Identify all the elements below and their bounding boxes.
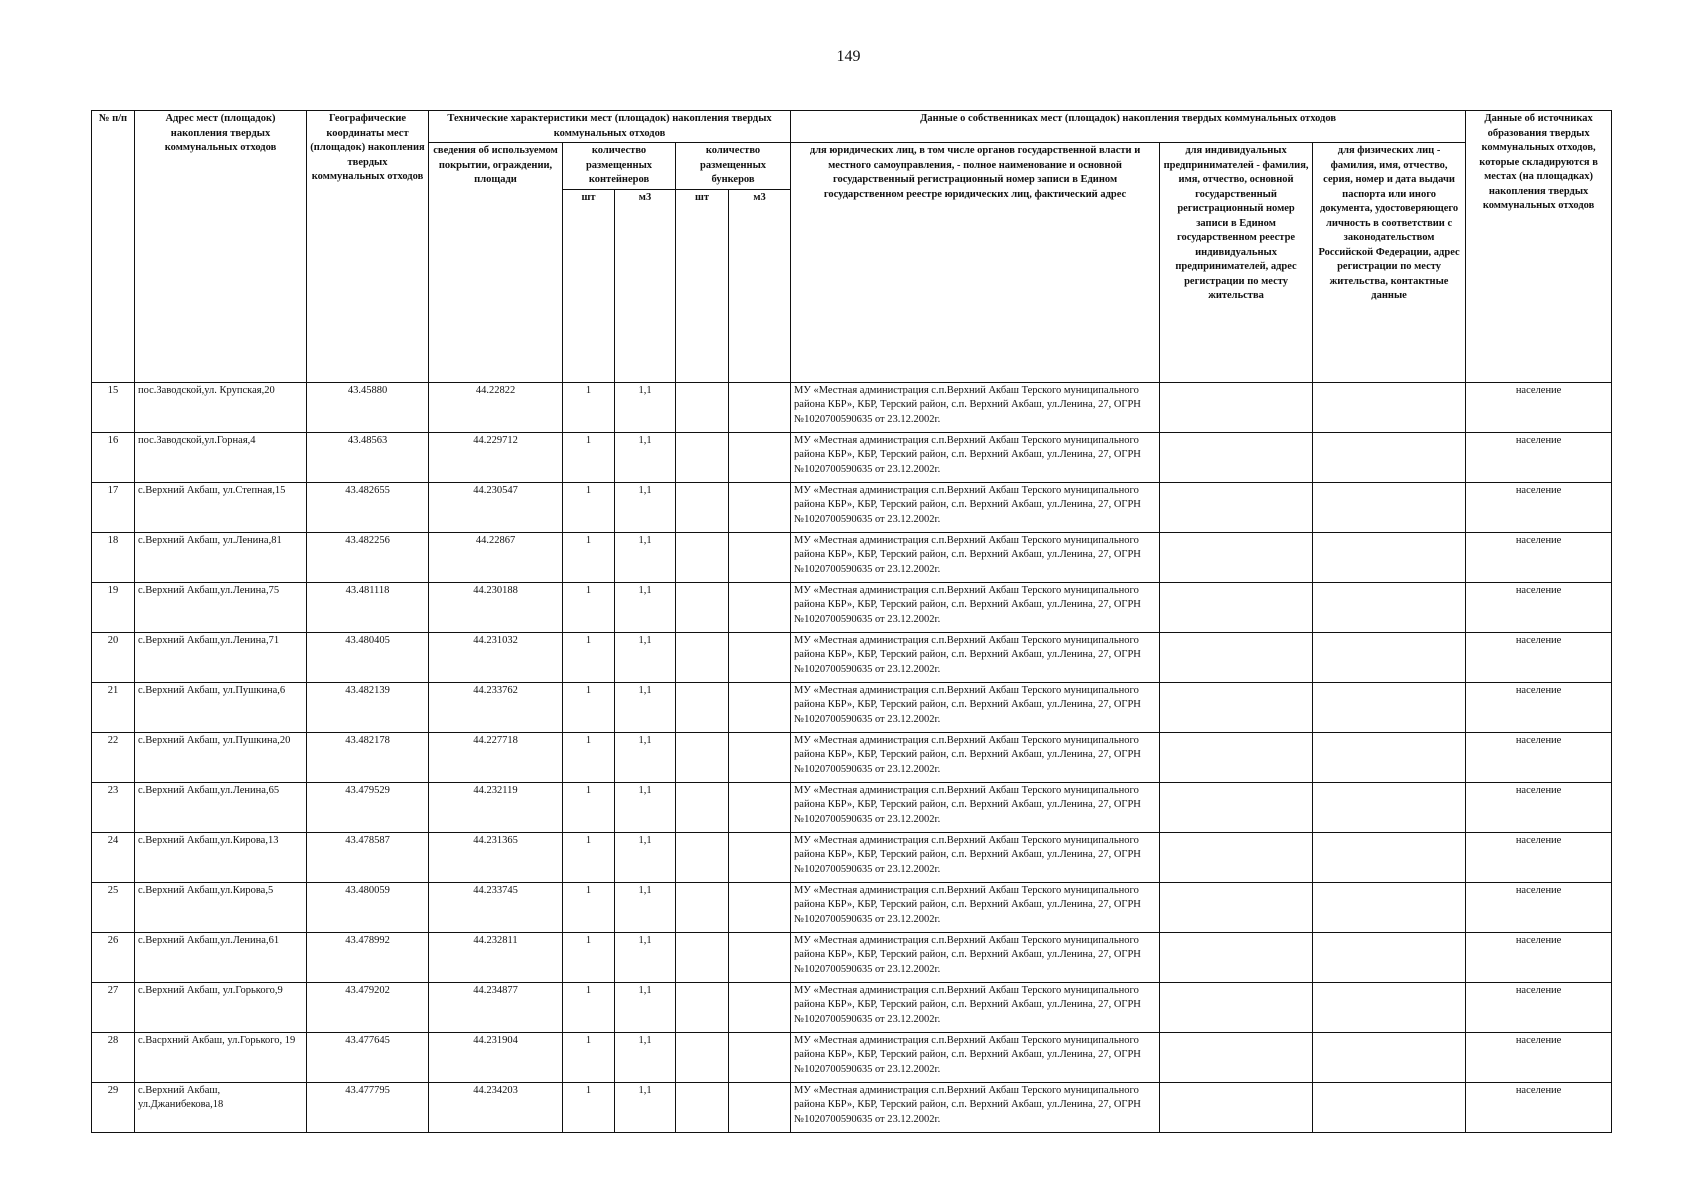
cell-address: пос.Заводской,ул. Крупская,20 (135, 382, 307, 432)
cell-latitude: 43.482655 (307, 482, 429, 532)
header-owners: Данные о собственниках мест (площадок) накопления твердых коммунальных отходов (791, 111, 1466, 143)
cell-container-volume: 1,1 (615, 732, 676, 782)
cell-container-volume: 1,1 (615, 882, 676, 932)
cell-latitude: 43.482139 (307, 682, 429, 732)
cell-owner-legal: МУ «Местная администрация с.п.Верхний Акбаш Терского муниципального района КБР», КБР, Терский район, с.п. Верхний Акбаш, ул.Ленина, 27, ОГРН №1020700590635 от 23.12.2002г. (791, 982, 1160, 1032)
cell-container-volume: 1,1 (615, 982, 676, 1032)
cell-owner-entrepreneur (1160, 482, 1313, 532)
page-number: 149 (836, 48, 861, 65)
cell-num: 19 (92, 582, 135, 632)
cell-latitude: 43.482256 (307, 532, 429, 582)
cell-source: население (1466, 882, 1612, 932)
cell-address: с.Верхний Акбаш, ул.Горького,9 (135, 982, 307, 1032)
cell-container-count: 1 (563, 782, 615, 832)
table-body (92, 382, 1612, 1132)
table-row (92, 432, 1612, 482)
cell-source: население (1466, 382, 1612, 432)
waste-sites-table (91, 110, 1612, 1133)
cell-owner-individual (1313, 1082, 1466, 1132)
cell-owner-legal: МУ «Местная администрация с.п.Верхний Акбаш Терского муниципального района КБР», КБР, Терский район, с.п. Верхний Акбаш, ул.Ленина, 27, ОГРН №1020700590635 от 23.12.2002г. (791, 482, 1160, 532)
cell-address: с.Верхний Акбаш,ул.Ленина,65 (135, 782, 307, 832)
table-row (92, 682, 1612, 732)
cell-longitude: 44.22822 (429, 382, 563, 432)
cell-owner-legal: МУ «Местная администрация с.п.Верхний Акбаш Терского муниципального района КБР», КБР, Терский район, с.п. Верхний Акбаш, ул.Ленина, 27, ОГРН №1020700590635 от 23.12.2002г. (791, 732, 1160, 782)
header-surface: сведения об используемом покрытии, ограждении, площади (429, 143, 563, 383)
cell-longitude: 44.231032 (429, 632, 563, 682)
cell-bunker-volume (729, 832, 791, 882)
header-legal: для юридических лиц, в том числе органов государственной власти и местного самоуправления, - полное наименование и основной государственный регистрационный номер записи в Едином государственном реестре юридических лиц, фактический адрес (791, 143, 1160, 383)
cell-bunker-volume (729, 982, 791, 1032)
cell-container-count: 1 (563, 382, 615, 432)
cell-container-count: 1 (563, 632, 615, 682)
cell-num: 15 (92, 382, 135, 432)
cell-source: население (1466, 782, 1612, 832)
cell-address: с.Верхний Акбаш,ул.Ленина,71 (135, 632, 307, 682)
table-row (92, 382, 1612, 432)
header-unit-m3-2: м3 (729, 189, 791, 382)
cell-owner-individual (1313, 832, 1466, 882)
cell-longitude: 44.232119 (429, 782, 563, 832)
cell-owner-entrepreneur (1160, 432, 1313, 482)
cell-owner-individual (1313, 682, 1466, 732)
cell-bunker-count (676, 382, 729, 432)
cell-address: с.Верхний Акбаш,ул.Ленина,61 (135, 932, 307, 982)
cell-num: 29 (92, 1082, 135, 1132)
cell-address: с.Верхний Акбаш,ул.Ленина,75 (135, 582, 307, 632)
cell-container-volume: 1,1 (615, 582, 676, 632)
cell-bunker-count (676, 682, 729, 732)
table-row (92, 632, 1612, 682)
cell-container-volume: 1,1 (615, 682, 676, 732)
cell-bunker-volume (729, 882, 791, 932)
cell-owner-individual (1313, 882, 1466, 932)
cell-bunker-count (676, 432, 729, 482)
cell-bunker-volume (729, 582, 791, 632)
cell-bunker-volume (729, 482, 791, 532)
cell-address: с.Вaсрхний Акбаш, ул.Горького, 19 (135, 1032, 307, 1082)
cell-owner-individual (1313, 482, 1466, 532)
cell-container-volume: 1,1 (615, 832, 676, 882)
cell-num: 26 (92, 932, 135, 982)
cell-owner-entrepreneur (1160, 582, 1313, 632)
cell-owner-legal: МУ «Местная администрация с.п.Верхний Акбаш Терского муниципального района КБР», КБР, Терский район, с.п. Верхний Акбаш, ул.Ленина, 27, ОГРН №1020700590635 от 23.12.2002г. (791, 782, 1160, 832)
cell-container-count: 1 (563, 832, 615, 882)
cell-source: население (1466, 432, 1612, 482)
cell-latitude: 43.479202 (307, 982, 429, 1032)
cell-num: 28 (92, 1032, 135, 1082)
cell-longitude: 44.234877 (429, 982, 563, 1032)
cell-owner-legal: МУ «Местная администрация с.п.Верхний Акбаш Терского муниципального района КБР», КБР, Терский район, с.п. Верхний Акбаш, ул.Ленина, 27, ОГРН №1020700590635 от 23.12.2002г. (791, 532, 1160, 582)
cell-owner-individual (1313, 732, 1466, 782)
cell-bunker-count (676, 932, 729, 982)
cell-bunker-count (676, 832, 729, 882)
cell-owner-individual (1313, 782, 1466, 832)
cell-source: население (1466, 482, 1612, 532)
header-num: № п/п (92, 111, 135, 383)
cell-owner-legal: МУ «Местная администрация с.п.Верхний Акбаш Терского муниципального района КБР», КБР, Терский район, с.п. Верхний Акбаш, ул.Ленина, 27, ОГРН №1020700590635 от 23.12.2002г. (791, 382, 1160, 432)
cell-latitude: 43.45880 (307, 382, 429, 432)
cell-num: 23 (92, 782, 135, 832)
cell-bunker-volume (729, 382, 791, 432)
cell-owner-legal: МУ «Местная администрация с.п.Верхний Акбаш Терского муниципального района КБР», КБР, Терский район, с.п. Верхний Акбаш, ул.Ленина, 27, ОГРН №1020700590635 от 23.12.2002г. (791, 1032, 1160, 1082)
header-bunkers: количество размещенных бункеров (676, 143, 791, 190)
cell-longitude: 44.232811 (429, 932, 563, 982)
table-row (92, 532, 1612, 582)
cell-num: 25 (92, 882, 135, 932)
cell-num: 21 (92, 682, 135, 732)
cell-container-count: 1 (563, 482, 615, 532)
cell-latitude: 43.479529 (307, 782, 429, 832)
cell-bunker-count (676, 782, 729, 832)
cell-source: население (1466, 832, 1612, 882)
cell-owner-entrepreneur (1160, 382, 1313, 432)
cell-bunker-count (676, 582, 729, 632)
cell-latitude: 43.480059 (307, 882, 429, 932)
cell-address: с.Верхний Акбаш, ул.Пушкина,20 (135, 732, 307, 782)
cell-owner-individual (1313, 632, 1466, 682)
cell-container-count: 1 (563, 882, 615, 932)
cell-bunker-volume (729, 782, 791, 832)
cell-longitude: 44.231904 (429, 1032, 563, 1082)
cell-owner-individual (1313, 1032, 1466, 1082)
cell-container-volume: 1,1 (615, 382, 676, 432)
cell-longitude: 44.230188 (429, 582, 563, 632)
cell-container-count: 1 (563, 582, 615, 632)
cell-num: 20 (92, 632, 135, 682)
cell-owner-individual (1313, 382, 1466, 432)
cell-source: население (1466, 732, 1612, 782)
cell-owner-individual (1313, 982, 1466, 1032)
cell-longitude: 44.234203 (429, 1082, 563, 1132)
header-individuals: для физических лиц - фамилия, имя, отчество, серия, номер и дата выдачи паспорта или иного документа, удостоверяющего личность в соответствии с законодательством Российской Федерации, адрес регистрации по месту жительства, контактные данные (1313, 143, 1466, 383)
cell-owner-entrepreneur (1160, 932, 1313, 982)
cell-address: с.Верхний Акбаш, ул.Пушкина,6 (135, 682, 307, 732)
cell-address: с.Верхний Акбаш, ул.Джанибекова,18 (135, 1082, 307, 1132)
cell-owner-entrepreneur (1160, 732, 1313, 782)
cell-address: с.Верхний Акбаш, ул.Степная,15 (135, 482, 307, 532)
table-row (92, 1032, 1612, 1082)
cell-latitude: 43.481118 (307, 582, 429, 632)
cell-bunker-volume (729, 732, 791, 782)
cell-bunker-count (676, 532, 729, 582)
cell-latitude: 43.48563 (307, 432, 429, 482)
cell-owner-legal: МУ «Местная администрация с.п.Верхний Акбаш Терского муниципального района КБР», КБР, Терский район, с.п. Верхний Акбаш, ул.Ленина, 27, ОГРН №1020700590635 от 23.12.2002г. (791, 632, 1160, 682)
cell-owner-legal: МУ «Местная администрация с.п.Верхний Акбаш Терского муниципального района КБР», КБР, Терский район, с.п. Верхний Акбаш, ул.Ленина, 27, ОГРН №1020700590635 от 23.12.2002г. (791, 882, 1160, 932)
table-row (92, 832, 1612, 882)
cell-source: население (1466, 532, 1612, 582)
cell-longitude: 44.229712 (429, 432, 563, 482)
table-row (92, 982, 1612, 1032)
cell-container-volume: 1,1 (615, 1082, 676, 1132)
cell-bunker-count (676, 632, 729, 682)
cell-owner-entrepreneur (1160, 1082, 1313, 1132)
cell-container-count: 1 (563, 1032, 615, 1082)
table-row (92, 932, 1612, 982)
cell-container-volume: 1,1 (615, 432, 676, 482)
cell-num: 24 (92, 832, 135, 882)
cell-container-volume: 1,1 (615, 532, 676, 582)
cell-bunker-volume (729, 1032, 791, 1082)
cell-owner-individual (1313, 582, 1466, 632)
cell-source: население (1466, 682, 1612, 732)
cell-owner-legal: МУ «Местная администрация с.п.Верхний Акбаш Терского муниципального района КБР», КБР, Терский район, с.п. Верхний Акбаш, ул.Ленина, 27, ОГРН №1020700590635 от 23.12.2002г. (791, 1082, 1160, 1132)
cell-source: население (1466, 932, 1612, 982)
header-unit-m3: м3 (615, 189, 676, 382)
cell-longitude: 44.227718 (429, 732, 563, 782)
header-containers: количество размещенных контейнеров (563, 143, 676, 190)
header-entrepreneurs: для индивидуальных предпринимателей - фамилия, имя, отчество, основной государственный регистрационный номер записи в Едином государственном реестре индивидуальных предпринимателей, адрес регистрации по месту жительства (1160, 143, 1313, 383)
cell-latitude: 43.478587 (307, 832, 429, 882)
table-header (92, 111, 1612, 383)
cell-source: население (1466, 1082, 1612, 1132)
cell-longitude: 44.22867 (429, 532, 563, 582)
cell-owner-legal: МУ «Местная администрация с.п.Верхний Акбаш Терского муниципального района КБР», КБР, Терский район, с.п. Верхний Акбаш, ул.Ленина, 27, ОГРН №1020700590635 от 23.12.2002г. (791, 682, 1160, 732)
cell-container-count: 1 (563, 1082, 615, 1132)
cell-owner-individual (1313, 432, 1466, 482)
header-unit-pcs-2: шт (676, 189, 729, 382)
cell-latitude: 43.477645 (307, 1032, 429, 1082)
table-row (92, 732, 1612, 782)
cell-container-count: 1 (563, 982, 615, 1032)
cell-owner-legal: МУ «Местная администрация с.п.Верхний Акбаш Терского муниципального района КБР», КБР, Терский район, с.п. Верхний Акбаш, ул.Ленина, 27, ОГРН №1020700590635 от 23.12.2002г. (791, 832, 1160, 882)
cell-bunker-count (676, 1082, 729, 1132)
cell-address: с.Верхний Акбаш,ул.Кирова,5 (135, 882, 307, 932)
cell-owner-legal: МУ «Местная администрация с.п.Верхний Акбаш Терского муниципального района КБР», КБР, Терский район, с.п. Верхний Акбаш, ул.Ленина, 27, ОГРН №1020700590635 от 23.12.2002г. (791, 932, 1160, 982)
cell-address: с.Верхний Акбаш, ул.Ленина,81 (135, 532, 307, 582)
table-row (92, 582, 1612, 632)
cell-bunker-count (676, 482, 729, 532)
header-address: Адрес мест (площадок) накопления твердых коммунальных отходов (135, 111, 307, 383)
table-row (92, 782, 1612, 832)
cell-owner-legal: МУ «Местная администрация с.п.Верхний Акбаш Терского муниципального района КБР», КБР, Терский район, с.п. Верхний Акбаш, ул.Ленина, 27, ОГРН №1020700590635 от 23.12.2002г. (791, 432, 1160, 482)
header-coords: Географические координаты мест (площадок) накопления твердых коммунальных отходов (307, 111, 429, 383)
cell-latitude: 43.477795 (307, 1082, 429, 1132)
cell-container-count: 1 (563, 432, 615, 482)
cell-owner-entrepreneur (1160, 832, 1313, 882)
header-unit-pcs: шт (563, 189, 615, 382)
cell-address: пос.Заводской,ул.Горная,4 (135, 432, 307, 482)
cell-num: 27 (92, 982, 135, 1032)
cell-num: 22 (92, 732, 135, 782)
cell-source: население (1466, 1032, 1612, 1082)
cell-longitude: 44.230547 (429, 482, 563, 532)
table-row (92, 482, 1612, 532)
cell-source: население (1466, 982, 1612, 1032)
cell-container-count: 1 (563, 732, 615, 782)
cell-bunker-count (676, 982, 729, 1032)
cell-bunker-count (676, 1032, 729, 1082)
cell-num: 17 (92, 482, 135, 532)
cell-source: население (1466, 632, 1612, 682)
cell-owner-entrepreneur (1160, 532, 1313, 582)
cell-owner-entrepreneur (1160, 682, 1313, 732)
cell-num: 16 (92, 432, 135, 482)
cell-bunker-volume (729, 432, 791, 482)
cell-longitude: 44.231365 (429, 832, 563, 882)
table-row (92, 882, 1612, 932)
cell-container-volume: 1,1 (615, 932, 676, 982)
cell-address: с.Верхний Акбаш,ул.Кирова,13 (135, 832, 307, 882)
cell-longitude: 44.233745 (429, 882, 563, 932)
cell-bunker-volume (729, 1082, 791, 1132)
cell-owner-individual (1313, 932, 1466, 982)
cell-container-volume: 1,1 (615, 482, 676, 532)
cell-bunker-volume (729, 632, 791, 682)
header-tech: Технические характеристики мест (площадок) накопления твердых коммунальных отходов (429, 111, 791, 143)
cell-bunker-count (676, 882, 729, 932)
cell-container-count: 1 (563, 932, 615, 982)
cell-container-volume: 1,1 (615, 1032, 676, 1082)
cell-container-volume: 1,1 (615, 632, 676, 682)
header-sources: Данные об источниках образования твердых коммунальных отходов, которые складируются в местах (на площадках) накопления твердых коммунальных отходов (1466, 111, 1612, 383)
cell-bunker-volume (729, 532, 791, 582)
table-row (92, 1082, 1612, 1132)
cell-latitude: 43.482178 (307, 732, 429, 782)
cell-owner-entrepreneur (1160, 1032, 1313, 1082)
cell-owner-individual (1313, 532, 1466, 582)
cell-longitude: 44.233762 (429, 682, 563, 732)
cell-container-count: 1 (563, 532, 615, 582)
cell-owner-legal: МУ «Местная администрация с.п.Верхний Акбаш Терского муниципального района КБР», КБР, Терский район, с.п. Верхний Акбаш, ул.Ленина, 27, ОГРН №1020700590635 от 23.12.2002г. (791, 582, 1160, 632)
cell-owner-entrepreneur (1160, 782, 1313, 832)
cell-bunker-volume (729, 932, 791, 982)
cell-bunker-count (676, 732, 729, 782)
cell-owner-entrepreneur (1160, 632, 1313, 682)
cell-owner-entrepreneur (1160, 982, 1313, 1032)
cell-bunker-volume (729, 682, 791, 732)
cell-owner-entrepreneur (1160, 882, 1313, 932)
cell-num: 18 (92, 532, 135, 582)
cell-container-volume: 1,1 (615, 782, 676, 832)
cell-container-count: 1 (563, 682, 615, 732)
cell-source: население (1466, 582, 1612, 632)
cell-latitude: 43.480405 (307, 632, 429, 682)
cell-latitude: 43.478992 (307, 932, 429, 982)
